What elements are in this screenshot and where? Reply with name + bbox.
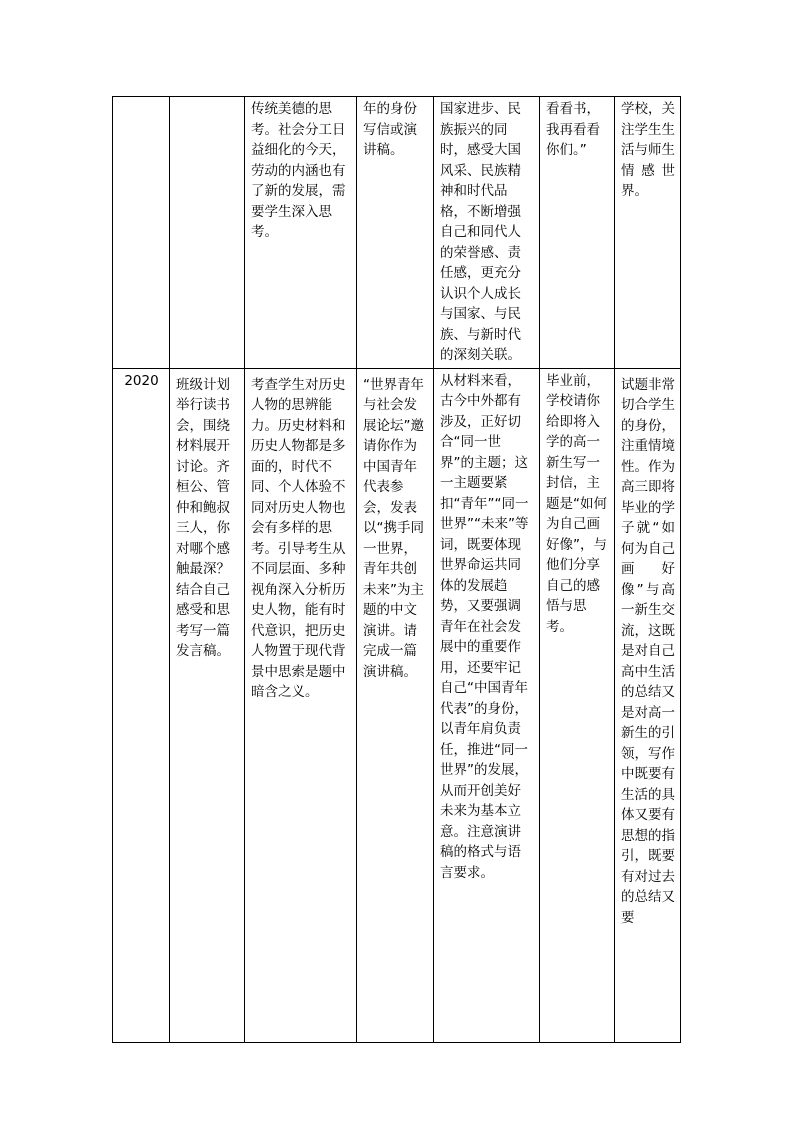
question-cell: “世界青年与社会发展论坛”邀请你作为中国青年代表参会，发表以“携手同一世界，青年共创未来”为主题的中文演讲。请完成一篇演讲稿。 xyxy=(357,368,434,1042)
similar-question-cell: 看看书，我再看看你们。” xyxy=(540,97,615,369)
question-cell: 年的身份写信或演讲稿。 xyxy=(357,97,434,369)
analysis-cell: 考查学生对历史人物的思辨能力。历史材料和历史人物都是多面的，时代不同、个人体验不同对历史人物也会有多样的思考。引导考生从不同层面、多种视角深入分析历史人物，能有时代意识，把历史人物置于现代背景中思索是题中暗含之义。 xyxy=(245,368,357,1042)
content-table xyxy=(112,96,681,1043)
similar-question-cell: 毕业前，学校请你给即将入学的高一新生写一封信，主题是“如何为自己画好像”，与他们分享自己的感悟与思考。 xyxy=(540,368,615,1042)
analysis-cell: 传统美德的思考。社会分工日益细化的今天，劳动的内涵也有了新的发展，需要学生深入思考。 xyxy=(245,97,357,369)
comment-cell: 试题非常切合学生的身份，注重情境性。作为高三即将毕业的学子就“如何为自己画好像”与高一新生交流，这既是对自己高中生活的总结又是对高一新生的引领，写作中既要有生活的具体又要有思想的指引，既要有对过去的总结又要 xyxy=(615,368,681,1042)
year-cell: 2020 xyxy=(113,368,170,1042)
material-cell: 从材料来看，古今中外都有涉及，正好切合“同一世界”的主题；这一主题要紧扣“青年”“同一世界”“未来”等词，既要体现世界命运共同体的发展趋势，又要强调青年在社会发展中的重要作用，还要牢记自己“中国青年代表”的身份，以青年肩负责任，推进“同一世界”的发展，从而开创美好未来为基本立意。注意演讲稿的格式与语言要求。 xyxy=(434,368,540,1042)
material-cell: 国家进步、民族振兴的同时，感受大国风采、民族精神和时代品格，不断增强自己和同代人的荣誉感、责任感，更充分认识个人成长与国家、与民族、与新时代的深刻关联。 xyxy=(434,97,540,369)
table-row xyxy=(113,368,681,1042)
year-cell xyxy=(113,97,170,369)
comment-cell: 学校，关注学生生活与师生情感世界。 xyxy=(615,97,681,369)
task-cell xyxy=(170,97,245,369)
task-cell: 班级计划举行读书会，围绕材料展开讨论。齐桓公、管仲和鲍叔三人，你对哪个感触最深？结合自己感受和思考写一篇发言稿。 xyxy=(170,368,245,1042)
table-row xyxy=(113,97,681,369)
